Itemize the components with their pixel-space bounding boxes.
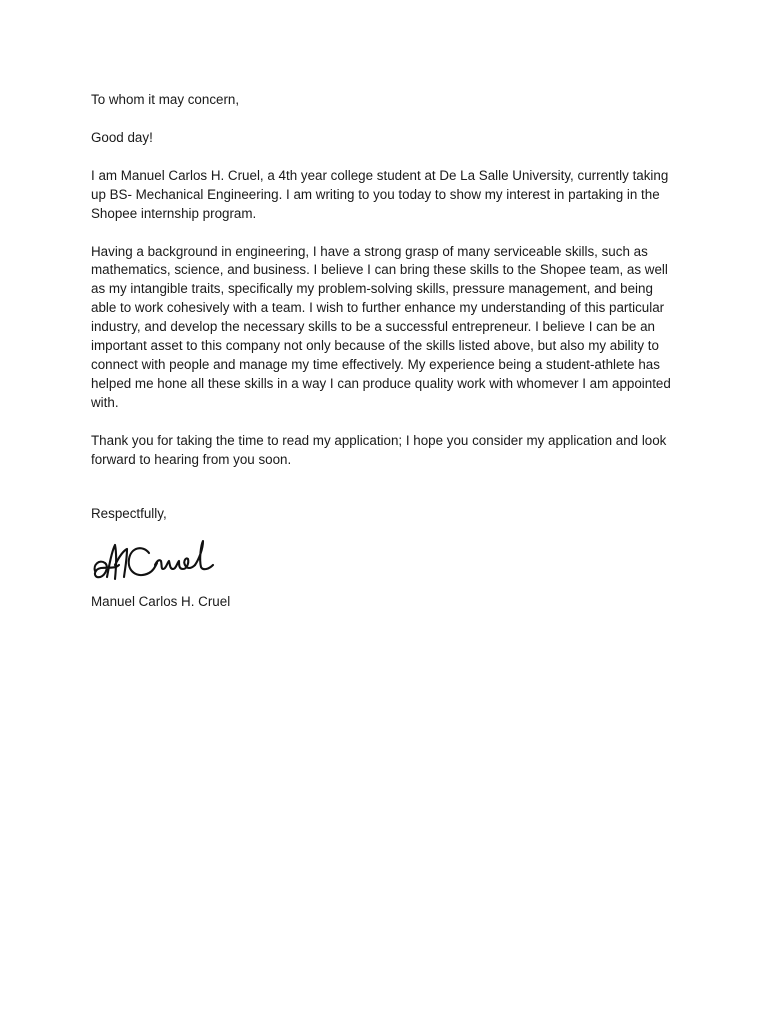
salutation: To whom it may concern, bbox=[91, 92, 240, 107]
letter-body bbox=[91, 91, 681, 612]
background-paragraph: Having a background in engineering, I have a strong grasp of many serviceable skills, such as mathematics, science, and business. I believe I can bring these skills to the Shopee team, as well as my intangible traits, specifically my problem-solving skills, pressure management, and being able to work cohesively with a team. I wish to further enhance my understanding of this particular industry, and develop the necessary skills to be a successful entrepreneur. I believe I can be an important asset to this company not only because of the skills listed above, but also my ability to connect with people and manage my time effectively. My experience being a student-athlete has helped me hone all these skills in a way I can produce quality work with whomever I am appointed with. bbox=[91, 243, 671, 410]
thanks-paragraph: Thank you for taking the time to read my application; I hope you consider my application and look forward to hearing from you soon. bbox=[91, 432, 667, 467]
greeting: Good day! bbox=[91, 129, 153, 145]
signatory-name: Manuel Carlos H. Cruel bbox=[91, 594, 231, 610]
closing: Respectfully, bbox=[91, 505, 167, 521]
intro-paragraph: I am Manuel Carlos H. Cruel, a 4th year college student at De La Salle University, currently taking up BS- Mechanical Engineering. I am writing to you today to show my interest in partaking in the Shopee internship program. bbox=[91, 167, 669, 221]
handwritten-signature bbox=[91, 535, 221, 593]
